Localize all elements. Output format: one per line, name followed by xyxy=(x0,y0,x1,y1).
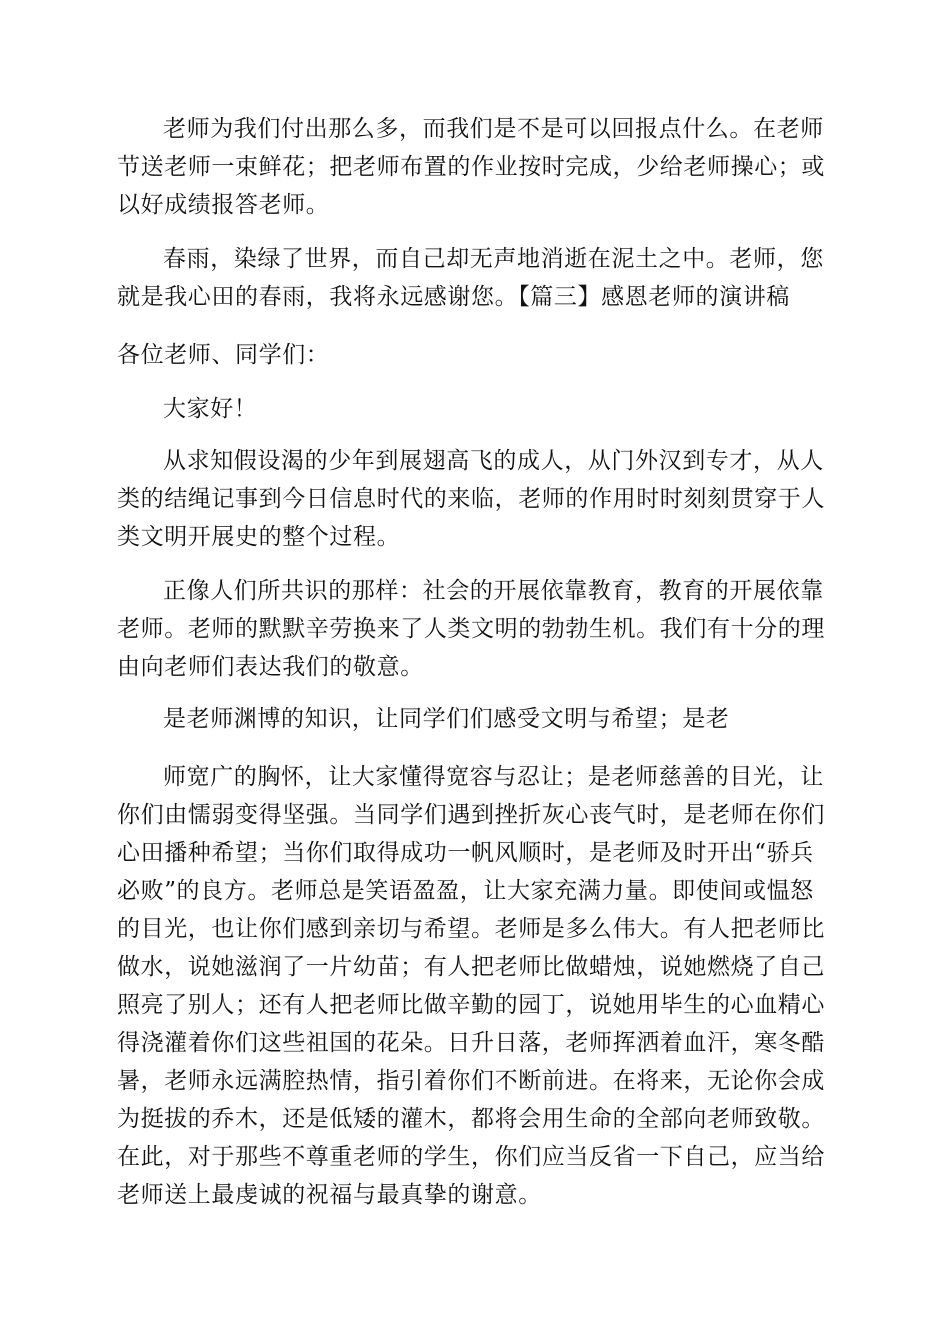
text-line: 朵。日升日落，老师挥洒着血汗，寒冬酷暑，老师永远满腔热情，指引着 xyxy=(117,1030,826,1094)
paragraph-gratitude-actions xyxy=(117,110,837,224)
paragraph-teacher-virtues xyxy=(117,758,837,1214)
text-line: 师。老师的默默辛劳换来了人类文明的勃勃生机。我们有十分的理由向老 xyxy=(117,616,826,680)
text-line: 片幼苗；有人把老师比做蜡烛，说她燃烧了自己照亮了别人；还有人把老 xyxy=(117,954,826,1018)
text-line: 由懦弱变得坚强。当同学们遇到挫折灰心丧气时，是老师在你们心田播种 xyxy=(117,802,826,866)
text-line: 师们表达我们的敬意。 xyxy=(187,654,424,680)
text-line: 大家好！ xyxy=(163,396,258,422)
text-line: 正像人们所共识的那样：社会的开展依靠教育，教育的开展依靠老 xyxy=(117,578,824,642)
paragraph-education-development xyxy=(117,572,837,686)
paragraph-salutation xyxy=(117,336,837,374)
paragraph-teacher-role xyxy=(117,442,837,556)
paragraph-knowledge xyxy=(117,700,837,738)
text-line: 将会用生命的全部向老师致敬。在此，对于那些不尊重老师的学生，你们 xyxy=(117,1106,826,1170)
text-line: 希望；当你们取得成功一帆风顺时，是老师及时开出“骄兵必败”的良 xyxy=(117,840,814,904)
text-line: 我心田的春雨，我将永远感谢您。【篇三】感恩老师的演讲稿 xyxy=(164,284,790,310)
text-line: 老师为我们付出那么多，而我们是不是可以回报点什么。在老师节送 xyxy=(117,116,824,180)
text-line: 各位老师、同学们： xyxy=(117,342,330,368)
text-line: 你们不断前进。在将来，无论你会成为挺拔的乔木，还是低矮的灌木，都 xyxy=(117,1068,826,1132)
text-line: 春雨，染绿了世界，而自己却无声地消逝在泥土之中。老师，您就是 xyxy=(117,246,824,310)
text-line: 展史的整个过程。 xyxy=(211,524,401,550)
paragraph-greeting xyxy=(117,390,837,428)
text-line: 从求知假设渴的少年到展翅高飞的成人，从门外汉到专才，从人类的 xyxy=(117,448,824,512)
text-line: 们感到亲切与希望。老师是多么伟大。有人把老师比做水，说她滋润了一 xyxy=(117,916,826,980)
text-line: 师宽广的胸怀，让大家懂得宽容与忍让；是老师慈善的目光，让你们 xyxy=(117,764,824,828)
text-line: 报答老师。 xyxy=(211,192,330,218)
text-line: 方。老师总是笑语盈盈，让大家充满力量。即使间或愠怒的目光，也让你 xyxy=(117,878,814,942)
text-line: 师比做辛勤的园丁，说她用毕生的心血精心得浇灌着你们这些祖国的花 xyxy=(117,992,826,1056)
text-line: 是老师渊博的知识，让同学们们感受文明与希望；是老 xyxy=(163,706,730,732)
paragraph-spring-rain xyxy=(117,240,837,316)
text-line: 老师一束鲜花；把老师布置的作业按时完成，少给老师操心；或以好成绩 xyxy=(117,154,826,218)
text-line: 结绳记事到今日信息时代的来临，老师的作用时时刻刻贯穿于人类文明开 xyxy=(117,486,826,550)
text-line: 应当反省一下自己，应当给老师送上最虔诚的祝福与最真挚的谢意。 xyxy=(117,1144,826,1208)
